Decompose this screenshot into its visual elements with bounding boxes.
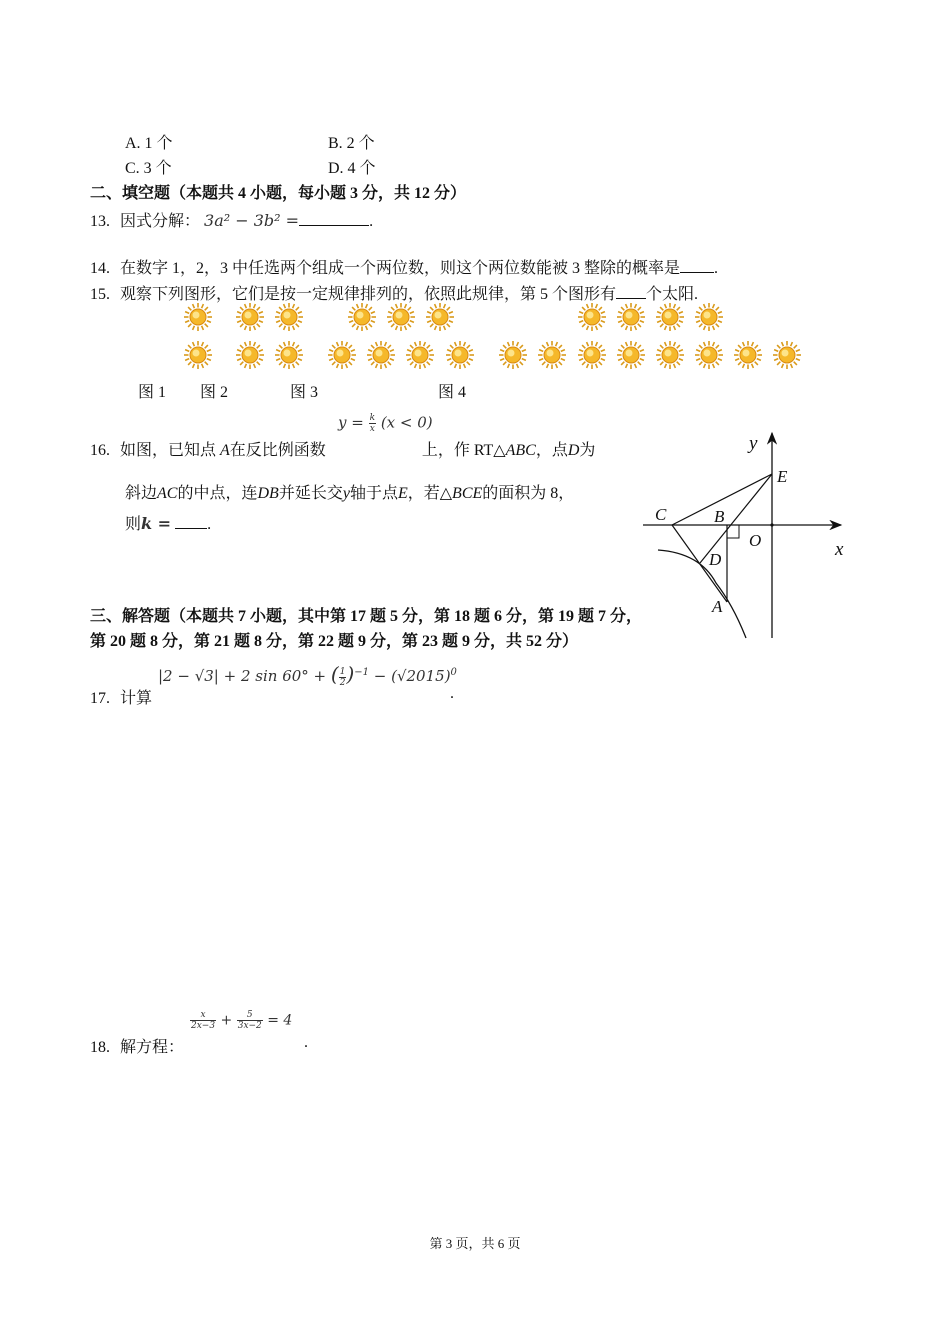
coordinate-diagram <box>638 425 868 655</box>
label-d: D <box>709 550 722 569</box>
point-e: E <box>397 485 408 502</box>
section-3-title-line-1: 三、解答题（本题共 7 小题，其中第 17 题 5 分，第 18 题 6 分，第 19 题 7 分， <box>90 608 643 625</box>
option-c: C. 3 个 <box>125 160 172 177</box>
label-x: x <box>835 539 844 560</box>
exponent-zero: 0 <box>450 667 457 678</box>
text: 则 <box>125 516 142 533</box>
rhs: = 4 <box>267 1012 293 1029</box>
q18-equation <box>190 1010 292 1031</box>
label-y: y <box>749 433 758 454</box>
sun-icon <box>733 340 763 370</box>
question-17 <box>90 685 152 708</box>
formula-domain: (x < 0) <box>376 413 433 432</box>
sun-icon <box>347 302 377 332</box>
sun-icon <box>274 340 304 370</box>
text: 斜边 <box>125 485 158 502</box>
label-a: A <box>712 597 723 616</box>
sun-icon <box>694 340 724 370</box>
formula-fraction: $\frac{k}{x}$ <box>369 413 376 434</box>
sun-icon <box>655 340 685 370</box>
hyperbola-curve <box>658 550 746 638</box>
segment-ac: AC <box>157 485 178 502</box>
label-o: O <box>749 531 762 550</box>
paren-open: ( <box>330 662 339 686</box>
axis-y-text: y <box>342 485 350 502</box>
question-14 <box>90 255 718 278</box>
answer-blank <box>680 258 714 273</box>
frac-2-den: 3x−2 <box>237 1021 262 1031</box>
question-number: 14. <box>90 260 110 277</box>
sun-icon <box>386 302 416 332</box>
expr-part-1: |2 − √3| + 2 sin 60° + <box>158 667 331 685</box>
sun-icon <box>694 302 724 332</box>
fraction-2 <box>237 1010 263 1031</box>
text: 的中点，连 <box>177 485 258 502</box>
text: 轴于点 <box>349 485 398 502</box>
text: ，若△ <box>407 485 453 502</box>
text: 上，作 RT△ <box>421 442 506 459</box>
sun-icon <box>274 302 304 332</box>
sun-icon <box>577 302 607 332</box>
sun-icon <box>537 340 567 370</box>
sun-icon <box>235 302 265 332</box>
sun-icon <box>366 340 396 370</box>
question-text: 因式分解： <box>120 213 201 230</box>
triangle-bce: BCE <box>452 485 483 502</box>
segment-db: DB <box>257 485 279 502</box>
option-a: A. 1 个 <box>125 135 173 152</box>
page-footer: 第 3 页，共 6 页 <box>429 1236 521 1251</box>
sun-icon <box>577 340 607 370</box>
question-16-line-1 <box>90 437 595 460</box>
text: 如图，已知点 <box>120 442 217 459</box>
label-e: E <box>777 467 788 486</box>
text: 在反比例函数 <box>229 442 326 459</box>
formula-y: y = <box>338 413 369 432</box>
paren-close: ) <box>346 662 355 686</box>
question-15 <box>90 281 698 304</box>
frac-1-den: 2x−3 <box>191 1021 216 1031</box>
sun-icon <box>235 340 265 370</box>
q18-period: . <box>304 1034 308 1051</box>
question-13 <box>90 208 373 231</box>
text: 的面积为 8， <box>482 485 575 502</box>
sun-icon <box>445 340 475 370</box>
sun-icon <box>616 340 646 370</box>
text: ，点 <box>535 442 568 459</box>
label-b: B <box>714 507 725 526</box>
figure-label-1: 图 1 <box>138 384 167 401</box>
question-text: 观察下列图形，它们是按一定规律排列的，依照此规律，第 5 个图形有 <box>120 286 617 303</box>
point-d: D <box>567 442 580 459</box>
sun-icon <box>616 302 646 332</box>
exponent-neg-one: −1 <box>354 667 369 678</box>
option-d: D. 4 个 <box>328 160 376 177</box>
figure-label-4: 图 4 <box>438 384 467 401</box>
text: 为 <box>579 442 596 459</box>
period: . <box>369 213 374 230</box>
sun-icon <box>425 302 455 332</box>
question-16-line-2 <box>125 480 574 503</box>
label-c: C <box>655 505 667 524</box>
frac-den: 2 <box>339 677 346 688</box>
frac-num: 1 <box>339 666 346 677</box>
question-number: 13. <box>90 213 110 230</box>
question-text-end: 个太阳. <box>646 286 699 303</box>
question-18 <box>90 1034 184 1057</box>
point-a: A <box>220 442 230 459</box>
question-number: 18. <box>90 1039 110 1056</box>
section-3-title-line-2: 第 20 题 8 分，第 21 题 8 分，第 22 题 9 分，第 23 题 9 分，共 52 分） <box>90 633 579 650</box>
q17-period: . <box>450 685 454 702</box>
sun-icon <box>498 340 528 370</box>
k-expression: k = <box>141 514 172 533</box>
frac-1-num: x <box>190 1010 216 1021</box>
sun-icon <box>405 340 435 370</box>
sun-icon <box>183 340 213 370</box>
question-16-line-3 <box>125 511 211 534</box>
answer-blank <box>616 284 646 299</box>
plus-sign: + <box>220 1012 233 1029</box>
question-number: 17. <box>90 690 110 707</box>
period: . <box>714 260 719 277</box>
function-formula <box>338 413 433 434</box>
math-expression: 3a² − 3b² = <box>204 211 300 230</box>
figure-label-2: 图 2 <box>200 384 229 401</box>
frac-2-num: 5 <box>237 1010 263 1021</box>
text: 并延长交 <box>278 485 343 502</box>
answer-blank <box>175 514 207 529</box>
period: . <box>207 516 212 533</box>
q17-expression <box>158 662 457 688</box>
question-number: 16. <box>90 442 110 459</box>
fraction-1 <box>190 1010 216 1031</box>
option-b: B. 2 个 <box>328 135 375 152</box>
question-number: 15. <box>90 286 110 303</box>
question-text: 计算 <box>120 690 153 707</box>
sun-icon <box>327 340 357 370</box>
origin-dot <box>770 523 773 526</box>
figure-label-3: 图 3 <box>290 384 319 401</box>
triangle-abc: ABC <box>505 442 536 459</box>
section-2-title: 二、填空题（本题共 4 小题，每小题 3 分，共 12 分） <box>90 185 467 202</box>
answer-blank <box>299 211 369 226</box>
sun-icon <box>183 302 213 332</box>
expr-part-2: − (√2015) <box>369 667 451 685</box>
question-text: 解方程： <box>120 1039 185 1056</box>
sun-icon <box>772 340 802 370</box>
sun-icon <box>655 302 685 332</box>
question-text: 在数字 1，2，3 中任选两个组成一个两位数，则这个两位数能被 3 整除的概率是 <box>120 260 681 277</box>
